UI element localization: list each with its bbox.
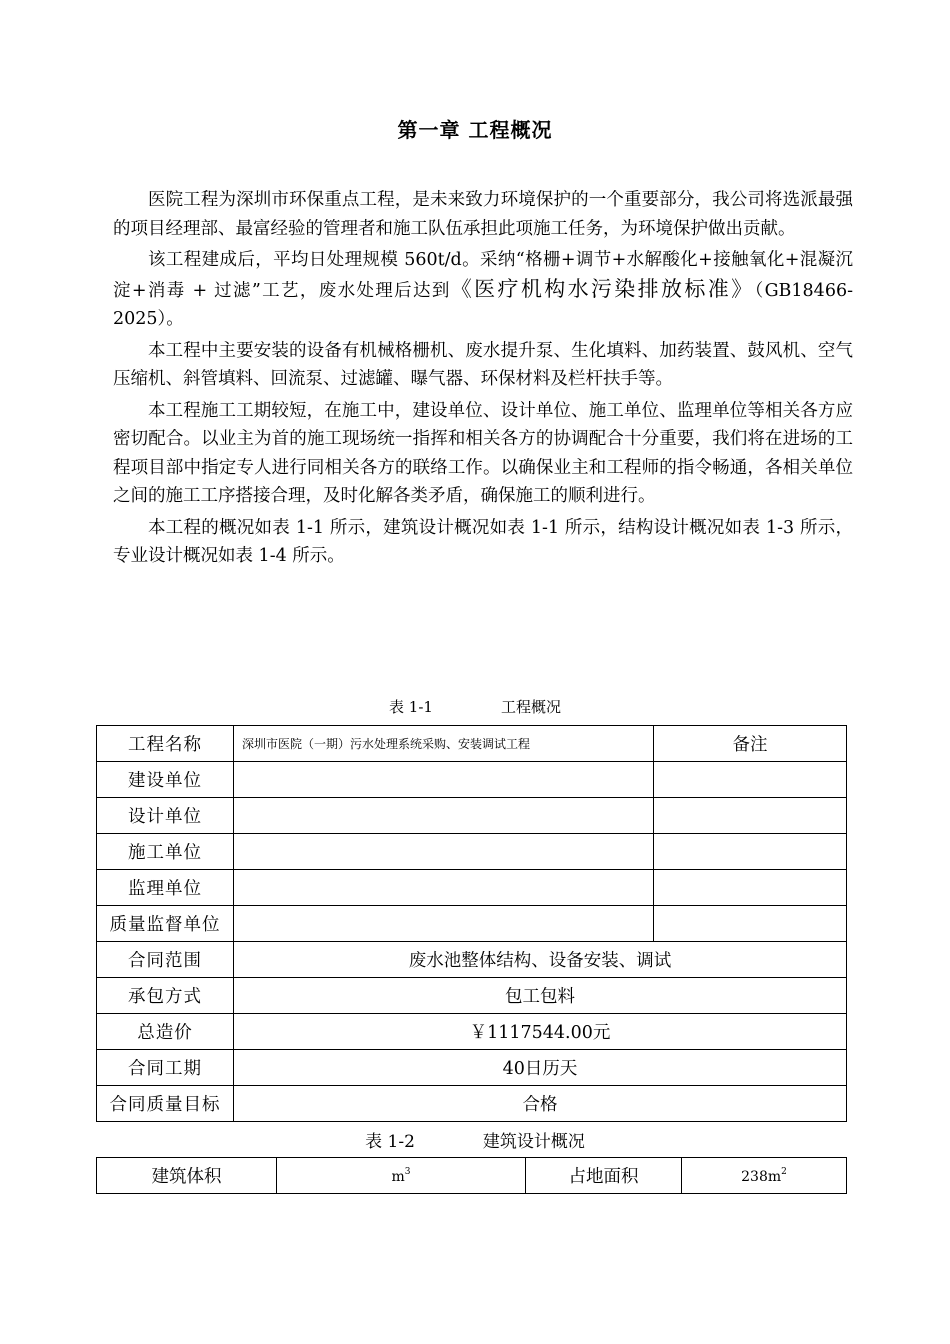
project-name-label: 工程名称 [97, 726, 234, 762]
row-label: 设计单位 [97, 798, 234, 834]
volume-label: 建筑体积 [97, 1158, 277, 1194]
row-label: 合同范围 [97, 942, 234, 978]
row-value: 40日历天 [234, 1050, 847, 1086]
paragraph-table-refs: 本工程的概况如表 1-1 所示，建筑设计概况如表 1-1 所示，结构设计概况如表 1-3 所示，专业设计概况如表 1-4 所示。 [113, 517, 853, 566]
table2-caption-title: 建筑设计概况 [482, 1132, 585, 1152]
volume-unit: m [391, 1168, 405, 1185]
row-remark [654, 834, 847, 870]
area-superscript: 2 [781, 1166, 787, 1177]
row-remark [654, 798, 847, 834]
project-overview-table [96, 725, 847, 1122]
row-value [234, 798, 654, 834]
table-row [97, 1014, 847, 1050]
area-value [682, 1158, 847, 1194]
row-value: ￥1117544.00元 [234, 1014, 847, 1050]
paragraph-intro: 医院工程为深圳市环保重点工程，是未来致力环境保护的一个重要部分，我公司将选派最强的项目经理部、最富经验的管理者和施工队伍承担此项施工任务，为环境保护做出贡献。 [113, 190, 853, 239]
row-value: 合格 [234, 1086, 847, 1122]
row-label: 施工单位 [97, 834, 234, 870]
table2-caption [0, 1127, 950, 1152]
volume-superscript: 3 [404, 1166, 411, 1177]
row-label: 合同质量目标 [97, 1086, 234, 1122]
body-text [113, 186, 853, 571]
standard-name: 《医疗机构水污染排放标准》 [450, 276, 755, 301]
table-row [97, 1050, 847, 1086]
table-row [97, 834, 847, 870]
area-label: 占地面积 [526, 1158, 682, 1194]
table1-caption-title: 工程概况 [500, 698, 561, 716]
table-row [97, 942, 847, 978]
project-name-value: 深圳市医院（一期）污水处理系统采购、安装调试工程 [234, 726, 654, 762]
row-value [234, 834, 654, 870]
row-label: 质量监督单位 [97, 906, 234, 942]
table-row [97, 906, 847, 942]
table2-caption-number: 表 1-2 [365, 1132, 415, 1152]
standard-code: （GB18466-2025）。 [113, 280, 854, 329]
chapter-title: 第一章 工程概况 [397, 118, 553, 142]
row-value [234, 762, 654, 798]
remark-header: 备注 [654, 726, 847, 762]
row-remark [654, 870, 847, 906]
paragraph-equipment: 本工程中主要安装的设备有机械格栅机、废水提升泵、生化填料、加药装置、鼓风机、空气压缩机、斜管填料、回流泵、过滤罐、曝气器、环保材料及栏杆扶手等。 [113, 340, 853, 389]
table-row [97, 798, 847, 834]
table-row [97, 762, 847, 798]
table-row [97, 978, 847, 1014]
row-value [234, 906, 654, 942]
table-row [97, 870, 847, 906]
row-label: 承包方式 [97, 978, 234, 1014]
paragraph-process [113, 246, 853, 334]
row-label: 监理单位 [97, 870, 234, 906]
volume-value [277, 1158, 526, 1194]
building-design-table [96, 1157, 847, 1194]
row-value [234, 870, 654, 906]
table-row [97, 1158, 847, 1194]
row-remark [654, 906, 847, 942]
row-label: 合同工期 [97, 1050, 234, 1086]
row-value: 废水池整体结构、设备安装、调试 [234, 942, 847, 978]
row-label: 总造价 [97, 1014, 234, 1050]
table-row [97, 726, 847, 762]
table-row [97, 1086, 847, 1122]
row-value: 包工包料 [234, 978, 847, 1014]
area-number: 238m [741, 1168, 782, 1185]
row-label: 建设单位 [97, 762, 234, 798]
table1-caption-number: 表 1-1 [389, 698, 433, 716]
row-remark [654, 762, 847, 798]
table1-caption [0, 696, 950, 717]
process-text: 该工程建成后，平均日处理规模 560t/d。采纳“格栅+调节+水解酸化+接触氧化+混凝沉淀+消毒 + 过滤”工艺，废水处理后达到 [113, 250, 853, 301]
paragraph-coordination: 本工程施工工期较短，在施工中，建设单位、设计单位、施工单位、监理单位等相关各方应密切配合。以业主为首的施工现场统一指挥和相关各方的协调配合十分重要，我们将在进场的工程项目部中指定专人进行同相关各方的联络工作。以确保业主和工程师的指令畅通，各相关单位之间的施工工序搭接合理，及时化解各类矛盾，确保施工的顺利进行。 [113, 400, 853, 506]
